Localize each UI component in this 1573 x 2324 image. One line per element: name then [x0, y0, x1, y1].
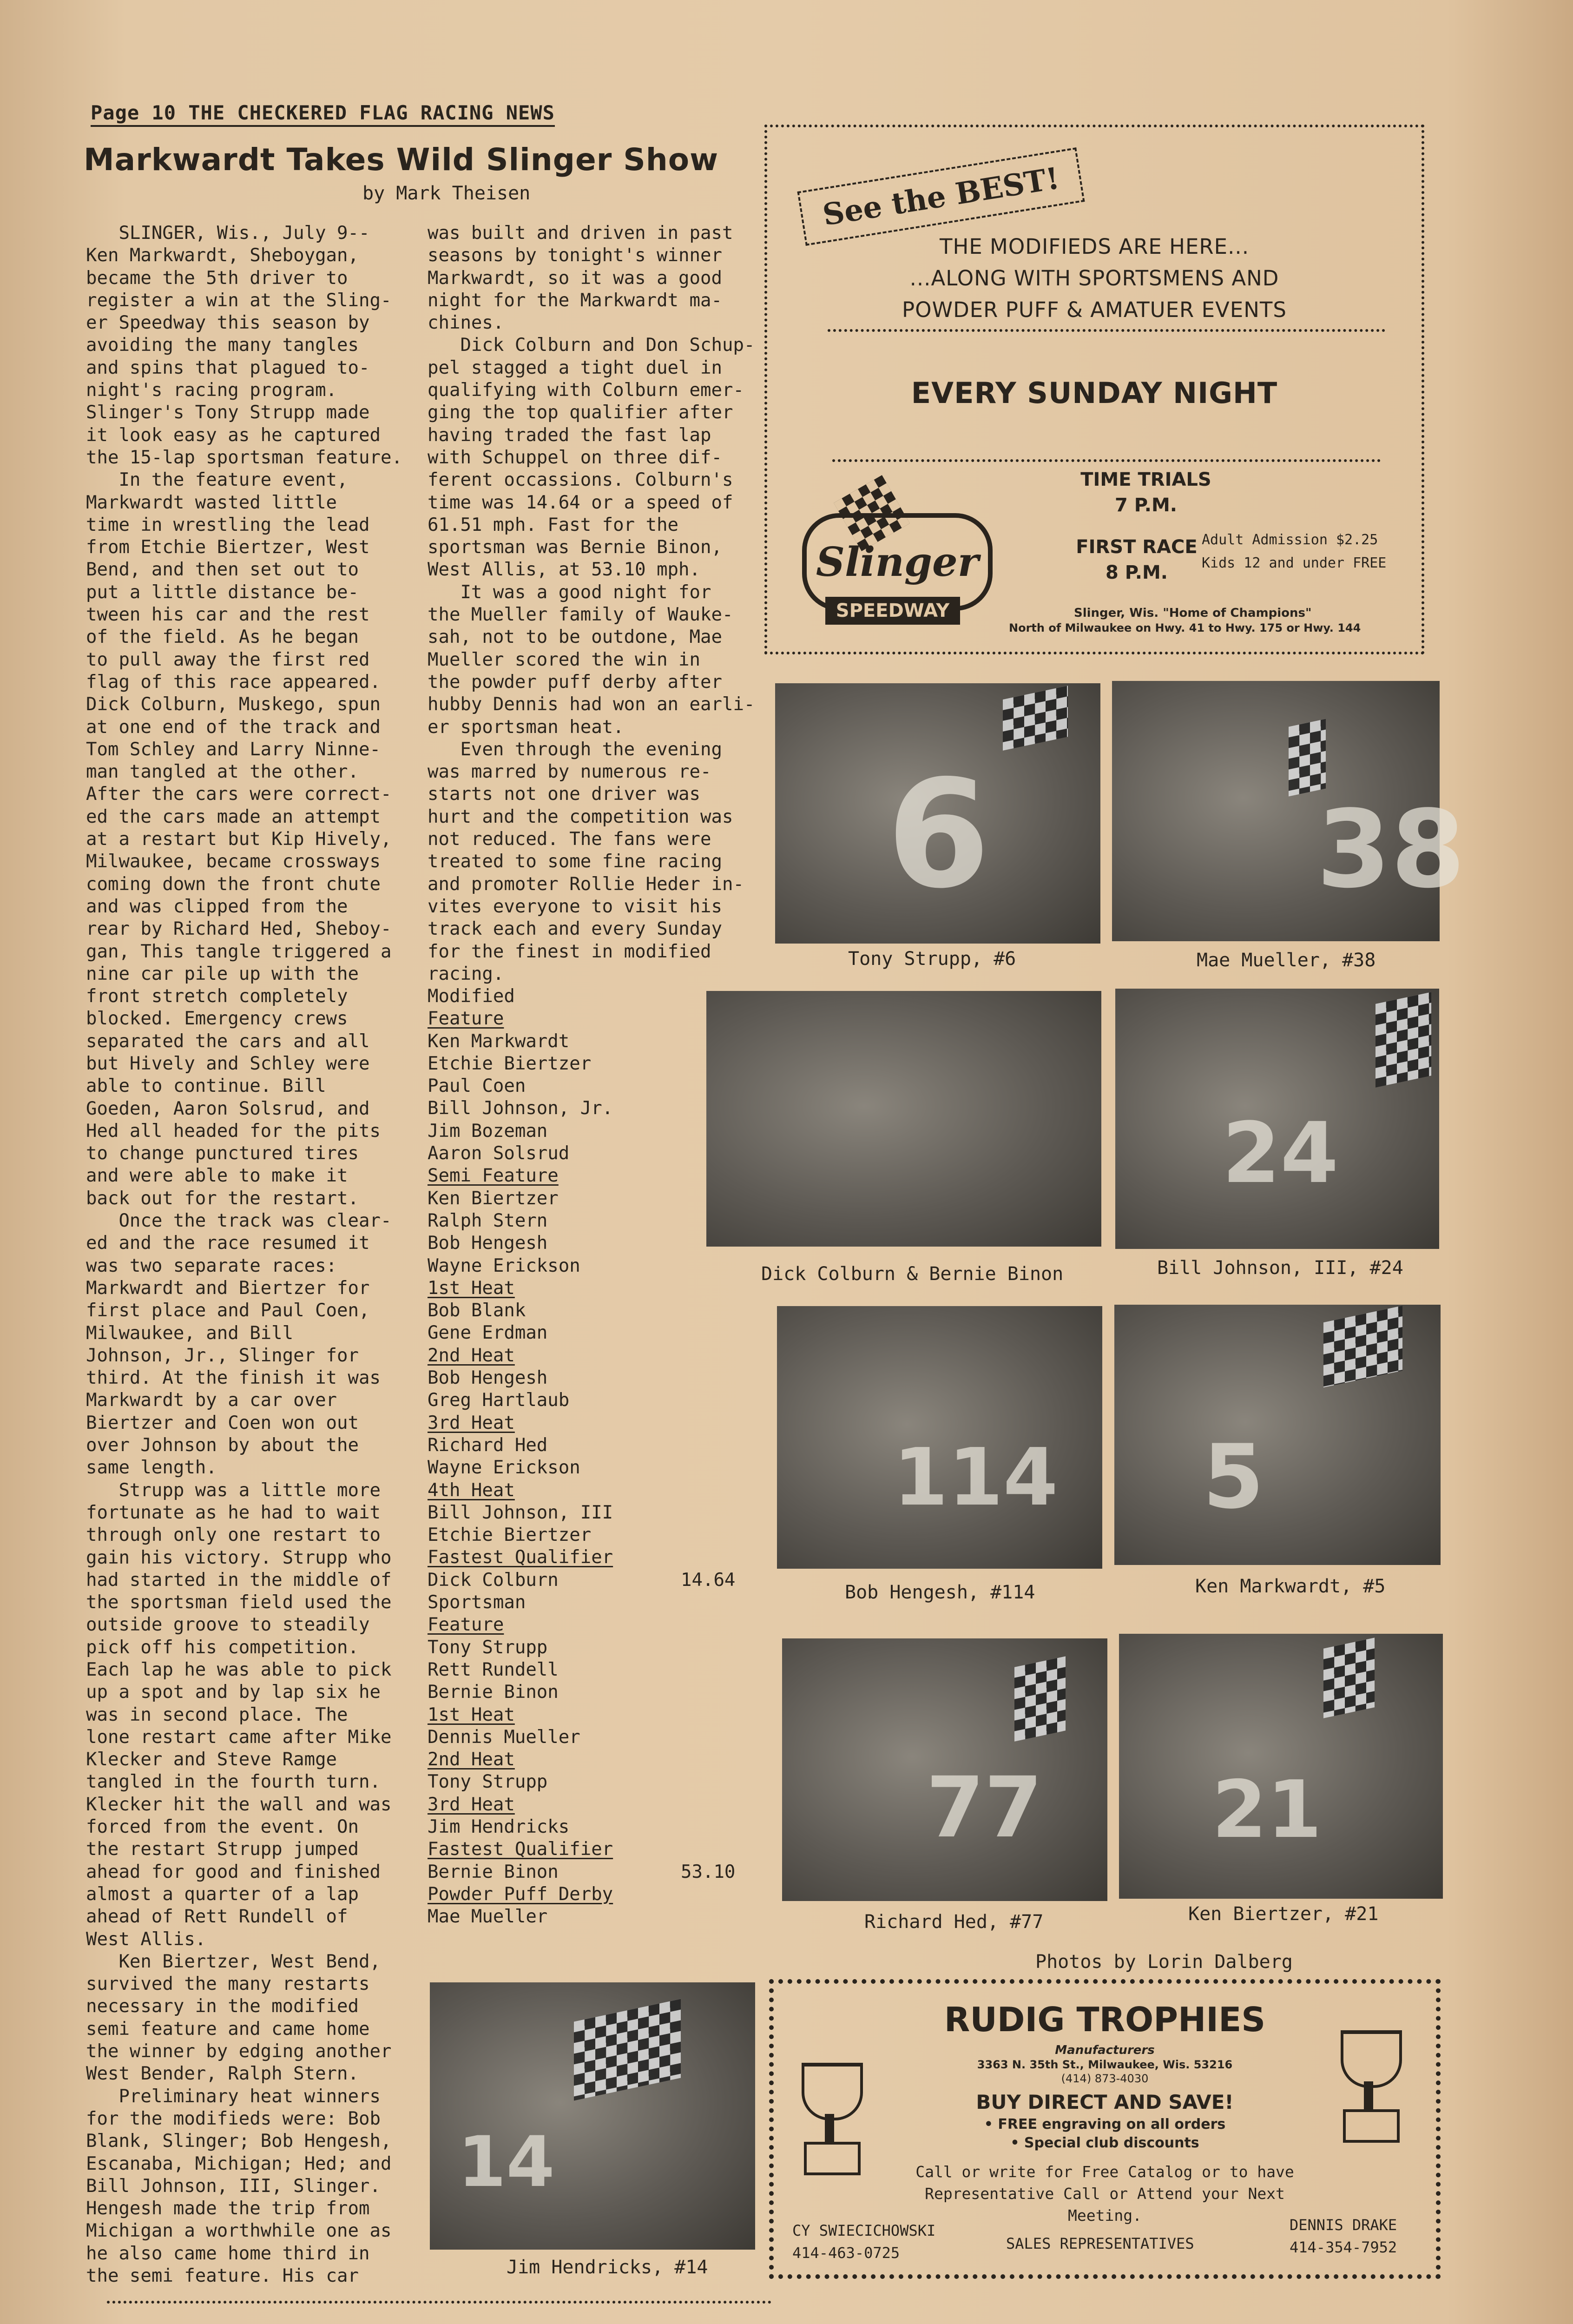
caption-bill-johnson: Bill Johnson, III, #24	[1157, 1257, 1403, 1279]
result-row	[428, 1030, 613, 1053]
result-name: Mae Mueller	[428, 1906, 548, 1928]
car-number: 114	[893, 1432, 1058, 1524]
result-row	[428, 1412, 613, 1434]
result-heading: Semi Feature	[428, 1165, 559, 1187]
result-heading: 2nd Heat	[428, 1749, 515, 1770]
result-name: Etchie Biertzer	[428, 1525, 592, 1546]
car-number: 21	[1212, 1764, 1322, 1856]
result-row	[428, 1277, 613, 1300]
location-line-1: Slinger, Wis. "Home of Champions"	[1074, 606, 1312, 620]
car-number: 24	[1222, 1105, 1339, 1202]
trophy-icon	[792, 2044, 867, 2184]
caption-mae-mueller: Mae Mueller, #38	[1197, 950, 1376, 971]
rudig-manufacturers: Manufacturers	[1055, 2043, 1155, 2057]
result-name: Greg Hartlaub	[428, 1390, 570, 1411]
result-name: Rett Rundell	[428, 1659, 559, 1680]
result-row	[428, 1367, 613, 1389]
every-sunday: EVERY SUNDAY NIGHT	[911, 376, 1278, 410]
race-results	[428, 985, 736, 1928]
trophy-icon-2	[1331, 2012, 1406, 2151]
wavy-divider-2	[832, 453, 1381, 462]
result-row	[428, 1569, 736, 1591]
result-row	[428, 1771, 613, 1793]
rudig-call-3: Meeting.	[1068, 2206, 1142, 2225]
result-row	[428, 1008, 613, 1030]
result-row	[428, 1838, 613, 1861]
result-name: Jim Hendricks	[428, 1816, 570, 1837]
result-name: Etchie Biertzer	[428, 1053, 592, 1074]
result-row	[428, 1524, 613, 1546]
rudig-call-2: Representative Call or Attend your Next	[925, 2185, 1285, 2203]
photo-ken-biertzer	[1119, 1634, 1443, 1899]
wavy-divider	[828, 323, 1385, 332]
result-heading: Feature	[428, 1614, 504, 1636]
result-row	[428, 1502, 613, 1524]
result-row	[428, 1749, 613, 1771]
speedway-label: SPEEDWAY	[825, 597, 960, 625]
result-row	[428, 1188, 613, 1210]
result-row	[428, 1659, 613, 1681]
result-name: Bernie Binon	[428, 1861, 559, 1882]
result-row	[428, 1389, 613, 1412]
car-number: 38	[1316, 788, 1466, 912]
slinger-speedway-ad	[764, 125, 1424, 654]
caption-dick-colburn-bernie-binon: Dick Colburn & Bernie Binon	[761, 1263, 1064, 1285]
slinger-logo: Slinger	[802, 513, 993, 611]
rep1-name: CY SWIECICHOWSKI	[792, 2222, 936, 2239]
result-name: Sportsman	[428, 1592, 526, 1613]
rudig-benefit-2: • Special club discounts	[1010, 2135, 1199, 2151]
rep2-phone: 414-354-7952	[1290, 2238, 1397, 2256]
result-time: 53.10	[681, 1861, 736, 1882]
rudig-trophies-ad	[769, 1979, 1441, 2279]
result-name: Wayne Erickson	[428, 1457, 580, 1479]
result-heading: 4th Heat	[428, 1479, 515, 1501]
result-name: Richard Hed	[428, 1434, 548, 1456]
ad-line-3: POWDER PUFF & AMATUER EVENTS	[902, 297, 1287, 322]
result-row	[428, 1210, 613, 1232]
result-row	[428, 1075, 613, 1097]
car-number: 5	[1203, 1426, 1264, 1528]
rep2-name: DENNIS DRAKE	[1290, 2216, 1397, 2234]
caption-richard-hed: Richard Hed, #77	[864, 1911, 1044, 1933]
result-name: Ken Biertzer	[428, 1188, 559, 1209]
rep1-phone: 414-463-0725	[792, 2244, 900, 2262]
result-name: Bob Hengesh	[428, 1233, 548, 1254]
byline: by Mark Theisen	[362, 183, 531, 204]
result-heading: 1st Heat	[428, 1704, 515, 1725]
photo-bill-johnson	[1115, 989, 1439, 1249]
result-row	[428, 1794, 613, 1816]
kids-admission: Kids 12 and under FREE	[1202, 555, 1387, 571]
result-row	[428, 1165, 613, 1187]
adult-admission: Adult Admission $2.25	[1202, 532, 1378, 548]
result-row	[428, 1255, 613, 1277]
bottom-decorative-rule	[107, 2301, 771, 2304]
photo-ken-markwardt	[1114, 1305, 1441, 1565]
result-time: 14.64	[681, 1569, 736, 1591]
rudig-phone: (414) 873-4030	[1061, 2072, 1149, 2085]
result-name: Bob Hengesh	[428, 1367, 548, 1389]
sales-representatives: SALES REPRESENTATIVES	[1006, 2235, 1194, 2252]
result-heading: Fastest Qualifier	[428, 1839, 613, 1860]
result-name: Bob Blank	[428, 1300, 526, 1321]
result-row	[428, 1345, 613, 1367]
result-row	[428, 1637, 613, 1659]
checkered-flag-icon	[1376, 992, 1431, 1088]
result-name: Bill Johnson, Jr.	[428, 1098, 613, 1119]
result-name: Dick Colburn	[428, 1569, 559, 1591]
result-row	[428, 985, 613, 1008]
result-heading: 3rd Heat	[428, 1412, 515, 1433]
photo-jim-hendricks	[430, 1982, 755, 2250]
result-name: Paul Coen	[428, 1076, 526, 1097]
result-name: Modified	[428, 986, 515, 1007]
ad-line-1: THE MODIFIEDS ARE HERE...	[939, 234, 1249, 259]
see-the-best: See the BEST!	[797, 147, 1085, 246]
time-trials: TIME TRIALS	[1080, 469, 1211, 490]
car-number: 14	[458, 2122, 555, 2203]
car-number: 6	[887, 748, 990, 921]
result-row	[428, 1322, 613, 1344]
checkered-flag-icon	[1014, 1656, 1066, 1741]
caption-ken-markwardt: Ken Markwardt, #5	[1195, 1576, 1386, 1597]
result-row	[428, 1120, 613, 1142]
result-heading: 3rd Heat	[428, 1794, 515, 1815]
result-row	[428, 1906, 613, 1928]
rudig-buy-direct: BUY DIRECT AND SAVE!	[976, 2091, 1234, 2113]
checkered-flag-icon	[1323, 1637, 1375, 1718]
rudig-address: 3363 N. 35th St., Milwaukee, Wis. 53216	[977, 2058, 1233, 2071]
checkered-flag-icon	[1003, 686, 1068, 751]
rudig-call-1: Call or write for Free Catalog or to have	[915, 2163, 1294, 2181]
result-row	[428, 1614, 613, 1636]
result-row	[428, 1681, 613, 1703]
photo-mae-mueller	[1112, 681, 1466, 941]
result-name: Tony Strupp	[428, 1771, 548, 1793]
result-row	[428, 1457, 613, 1479]
result-row	[428, 1479, 613, 1502]
result-heading: Feature	[428, 1008, 504, 1030]
rudig-benefit-1: • FREE engraving on all orders	[984, 2116, 1226, 2133]
result-row	[428, 1704, 613, 1726]
first-race: FIRST RACE	[1076, 536, 1198, 558]
result-name: Tony Strupp	[428, 1637, 548, 1658]
result-heading: Fastest Qualifier	[428, 1547, 613, 1568]
result-heading: 2nd Heat	[428, 1345, 515, 1366]
result-name: Wayne Erickson	[428, 1255, 580, 1276]
checkered-flag-icon	[574, 1999, 681, 2101]
location-line-2: North of Milwaukee on Hwy. 41 to Hwy. 175 or Hwy. 144	[1009, 621, 1361, 634]
result-name: Gene Erdman	[428, 1322, 548, 1344]
result-name: Aaron Solsrud	[428, 1143, 570, 1164]
result-name: Jim Bozeman	[428, 1120, 548, 1142]
result-name: Dennis Mueller	[428, 1726, 580, 1748]
photo-tony-strupp	[775, 683, 1100, 944]
result-name: Bill Johnson, III	[428, 1502, 613, 1523]
caption-tony-strupp: Tony Strupp, #6	[848, 948, 1016, 970]
article-column-1: SLINGER, Wis., July 9-- Ken Markwardt, Sheboygan, became the 5th driver to register a win at the Sling- er Speedway this season by avoiding the many tangles and spins that plagued to- night's racing program. Slinger's Tony Strupp made it look easy as he captured the 15-lap sportsman feature. In the feature event, Markwardt wasted little time in wrestling the lead from Etchie Biertzer, West Bend, and then set out to put a little distance be- tween his car and the rest of the field. As he began to pull away the first red flag of this race appeared. Dick Colburn, Muskego, spun at one end of the track and Tom Schley and Larry Ninne- man tangled at the other. After the cars were correct- ed the cars made an attempt at a restart but Kip Hively, Milwaukee, became crossways coming down the front chute and was clipped from the rear by Richard Hed, Sheboy- gan, This tangle triggered a nine car pile up with the front stretch completely blocked. Emergency crews separated the cars and all but Hively and Schley were able to continue. Bill Goeden, Aaron Solsrud, and Hed all headed for the pits to change punctured tires and were able to make it back out for the restart. Once the track was clear- ed and the race resumed it was two separate races: Markwardt and Biertzer for first place and Paul Coen, Milwaukee, and Bill Johnson, Jr., Slinger for third. At the finish it was Markwardt by a car over Biertzer and Coen won out over Johnson by about the same length. Strupp was a little more fortunate as he had to wait through only one restart to gain his victory. Strupp who had started in the middle of the sportsman field used the outside groove to steadily pick off his competition. Each lap he was able to pick up a spot and by lap six he was in second place. The lone restart came after Mike Klecker and Steve Ramge tangled in the fourth turn. Klecker hit the wall and was forced from the event. On the restart Strupp jumped ahead for good and finished almost a quarter of a lap ahead of Rett Rundell of West Allis. Ken Biertzer, West Bend, survived the many restarts necessary in the modified semi feature and came home the winner by edging another West Bender, Ralph Stern. Preliminary heat winners for the modifieds were: Bob Blank, Slinger; Bob Hengesh, Escanaba, Michigan; Hed; and Bill Johnson, III, Slinger. Hengesh made the trip from Michigan a worthwhile one as he also came home third in the semi feature. His car	[86, 223, 402, 2287]
result-row	[428, 1591, 613, 1614]
photo-richard-hed	[782, 1638, 1107, 1901]
photo-dick-colburn-bernie-binon	[706, 991, 1101, 1247]
caption-jim-hendricks: Jim Hendricks, #14	[507, 2257, 708, 2278]
checkered-flag-icon	[1323, 1306, 1402, 1387]
result-name: Ralph Stern	[428, 1210, 548, 1231]
result-row	[428, 1861, 736, 1883]
caption-bob-hengesh: Bob Hengesh, #114	[845, 1582, 1035, 1603]
headline: Markwardt Takes Wild Slinger Show	[84, 142, 719, 178]
result-row	[428, 1053, 613, 1075]
caption-ken-biertzer: Ken Biertzer, #21	[1188, 1903, 1379, 1925]
car-number: 77	[926, 1759, 1043, 1856]
first-race-time: 8 P.M.	[1106, 562, 1168, 583]
result-row	[428, 1546, 613, 1569]
result-row	[428, 1726, 613, 1749]
result-row	[428, 1232, 613, 1254]
article-column-2: was built and driven in past seasons by tonight's winner Markwardt, so it was a good night for the Markwardt ma- chines. Dick Colburn and Don Schup- pel stagged a tight duel in qualifying with Colburn emer- ging the top qualifier after having traded the fast lap with Schuppel on three dif- ferent occassions. Colburn's time was 14.64 or a speed of 61.51 mph. Fast for the sportsman was Bernie Binon, West Allis, at 53.10 mph. It was a good night for the Mueller family of Wauke- sah, not to be outdone, Mae Mueller scored the win in the powder puff derby after hubby Dennis had won an earli- er sportsman heat. Even through the evening was marred by numerous re- starts not one driver was hurt and the competition was not reduced. The fans were treated to some fine racing and promoter Rollie Heder in- vites everyone to visit his track each and every Sunday for the finest in modified racing.	[428, 223, 755, 984]
result-row	[428, 1883, 613, 1906]
rudig-title: RUDIG TROPHIES	[944, 2000, 1266, 2039]
result-name: Bernie Binon	[428, 1682, 559, 1703]
result-row	[428, 1434, 613, 1457]
result-heading: Powder Puff Derby	[428, 1883, 613, 1905]
page-header: Page 10 THE CHECKERED FLAG RACING NEWS	[91, 101, 555, 127]
time-trials-time: 7 P.M.	[1115, 495, 1177, 516]
result-heading: 1st Heat	[428, 1277, 515, 1299]
result-row	[428, 1300, 613, 1322]
photo-credit: Photos by Lorin Dalberg	[1035, 1951, 1293, 1973]
photo-bob-hengesh	[777, 1306, 1102, 1569]
result-row	[428, 1142, 613, 1165]
result-row	[428, 1816, 613, 1838]
ad-line-2: ...ALONG WITH SPORTSMENS AND	[909, 266, 1279, 290]
checkered-flag-icon	[1289, 719, 1326, 796]
result-name: Ken Markwardt	[428, 1030, 570, 1052]
result-row	[428, 1097, 613, 1120]
